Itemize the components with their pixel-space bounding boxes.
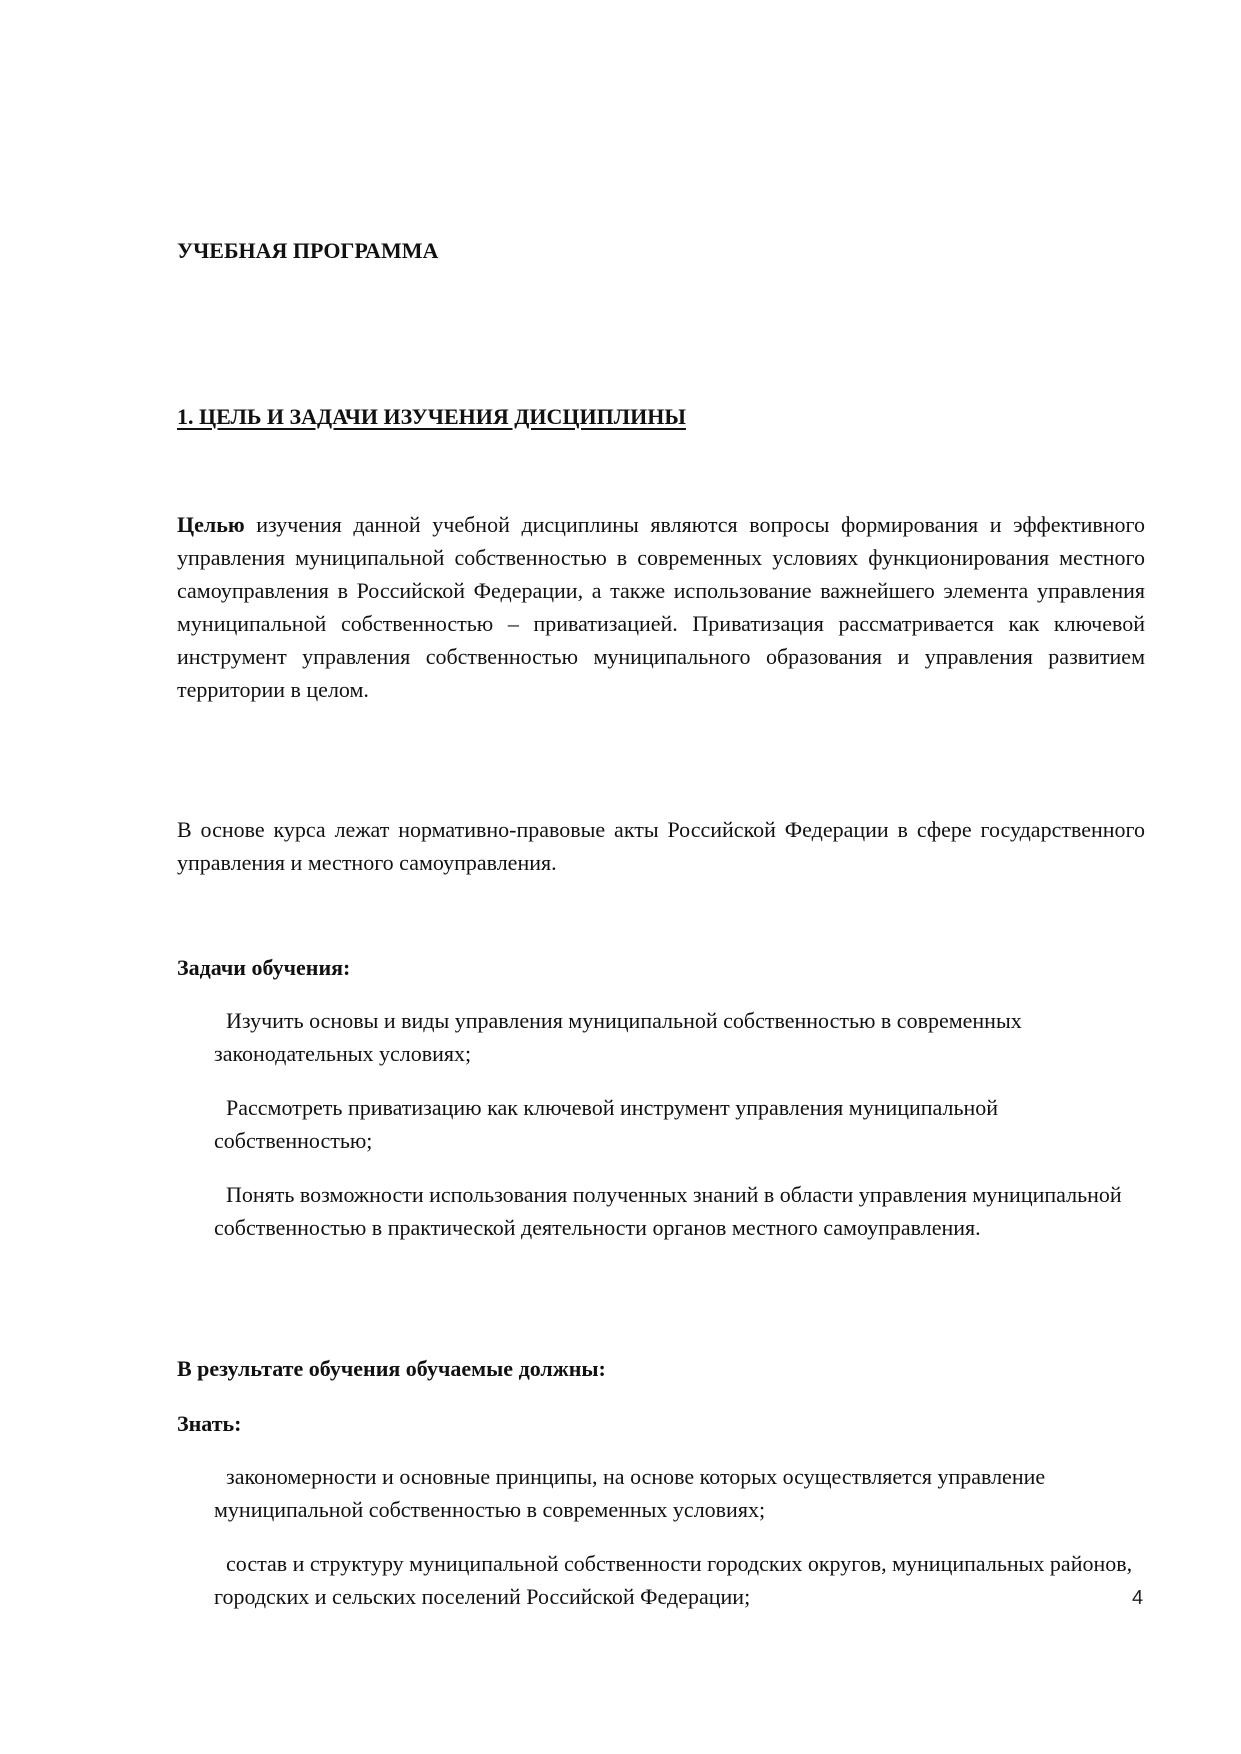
list-item: Рассмотреть приватизацию как ключевой инструмент управления муниципальной собственностью; — [214, 1095, 999, 1153]
basis-paragraph: В основе курса лежат нормативно-правовые акты Российской Федерации в сфере государственного управления и местного самоуправления. — [177, 817, 1145, 875]
goal-lead-word: Целью — [177, 512, 245, 537]
know-list — [214, 1460, 1145, 1613]
goal-text: изучения данной учебной дисциплины являются вопросы формирования и эффективного управления муниципальной собственностью в современных условиях функционирования местного самоуправления в Российской Федерации, а также использование важнейшего элемента управления муниципальной собственностью – приватизацией. Приватизация рассматривается как ключевой инструмент управления собственностью муниципального образования и управления развитием территории в целом. — [177, 512, 1145, 702]
document-title: УЧЕБНАЯ ПРОГРАММА — [177, 238, 439, 263]
list-item: состав и структуру муниципальной собственности городских округов, муниципальных районов, городских и сельских поселений Российской Федерации; — [214, 1551, 1133, 1609]
page-number: 4 — [1132, 1587, 1144, 1609]
list-item: Понять возможности использования полученных знаний в области управления муниципальной собственностью в практической деятельности органов местного самоуправления. — [214, 1182, 1122, 1240]
list-item: закономерности и основные принципы, на основе которых осуществляется управление муниципальной собственностью в современных условиях; — [214, 1464, 1046, 1522]
list-item: Изучить основы и виды управления муниципальной собственностью в современных законодательных условиях; — [214, 1008, 1022, 1066]
tasks-list — [214, 1004, 1145, 1244]
tasks-heading: Задачи обучения: — [177, 955, 351, 980]
section-heading: 1. ЦЕЛЬ И ЗАДАЧИ ИЗУЧЕНИЯ ДИСЦИПЛИНЫ — [177, 404, 686, 429]
results-heading: В результате обучения обучаемые должны: — [177, 1356, 606, 1381]
know-heading: Знать: — [177, 1411, 242, 1436]
goal-paragraph — [177, 508, 1145, 706]
